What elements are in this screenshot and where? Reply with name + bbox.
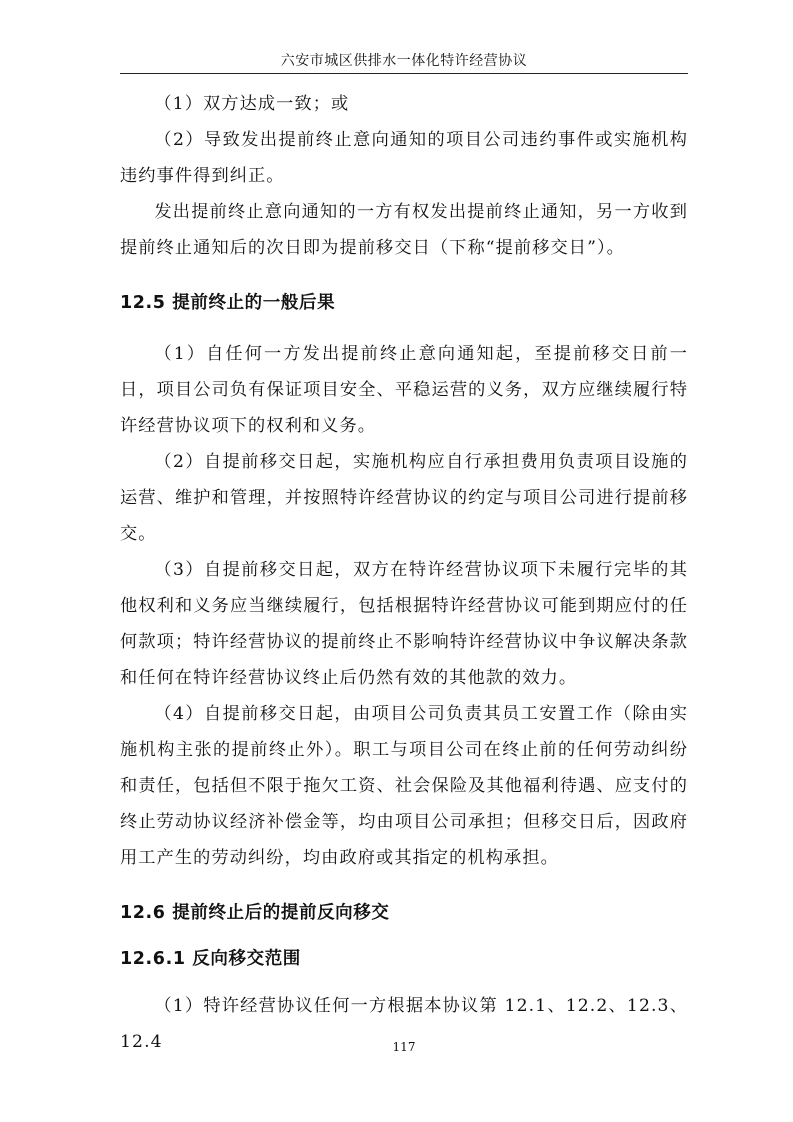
paragraph-12-5-item-1: （1）自任何一方发出提前终止意向通知起，至提前移交日前一日，项目公司负有保证项目安全、平稳运营的义务，双方应继续履行特许经营协议项下的权利和义务。 bbox=[120, 344, 688, 436]
paragraph-early-transfer-date: 发出提前终止意向通知的一方有权发出提前终止通知，另一方收到提前终止通知后的次日即为提前移交日（下称“提前移交日”）。 bbox=[120, 202, 688, 258]
paragraph-item-2: （2）导致发出提前终止意向通知的项目公司违约事件或实施机构违约事件得到纠正。 bbox=[120, 130, 688, 186]
section-heading-12-5: 12.5 提前终止的一般后果 bbox=[120, 293, 336, 313]
paragraph-12-5-item-2: （2）自提前移交日起，实施机构应自行承担费用负责项目设施的运营、维护和管理，并按照特许经营协议的约定与项目公司进行提前移交。 bbox=[120, 452, 688, 544]
section-heading-12-6: 12.6 提前终止后的提前反向移交 bbox=[120, 903, 390, 923]
running-header: 六安市城区供排水一体化特许经营协议 bbox=[280, 53, 528, 69]
paragraph-item-1: （1）双方达成一致；或 bbox=[154, 94, 350, 114]
paragraph-12-6-1-item-1: （1）特许经营协议任何一方根据本协议第 12.1、12.2、12.3、12.4 bbox=[120, 996, 688, 1052]
subsection-heading-12-6-1: 12.6.1 反向移交范围 bbox=[120, 949, 301, 969]
paragraph-12-5-item-3: （3）自提前移交日起，双方在特许经营协议项下未履行完毕的其他权利和义务应当继续履行，包括根据特许经营协议可能到期应付的任何款项；特许经营协议的提前终止不影响特许经营协议中争议解决条款和任何在特许经营协议终止后仍然有效的其他款的效力。 bbox=[120, 560, 688, 688]
header-divider bbox=[120, 73, 688, 74]
document-body bbox=[120, 86, 688, 1060]
page-number: 117 bbox=[392, 1040, 416, 1054]
paragraph-12-5-item-4: （4）自提前移交日起，由项目公司负责其员工安置工作（除由实施机构主张的提前终止外）。职工与项目公司在终止前的任何劳动纠纷和责任，包括但不限于拖欠工资、社会保险及其他福利待遇、应支付的终止劳动协议经济补偿金等，均由项目公司承担；但移交日后，因政府用工产生的劳动纠纷，均由政府或其指定的机构承担。 bbox=[120, 704, 688, 868]
